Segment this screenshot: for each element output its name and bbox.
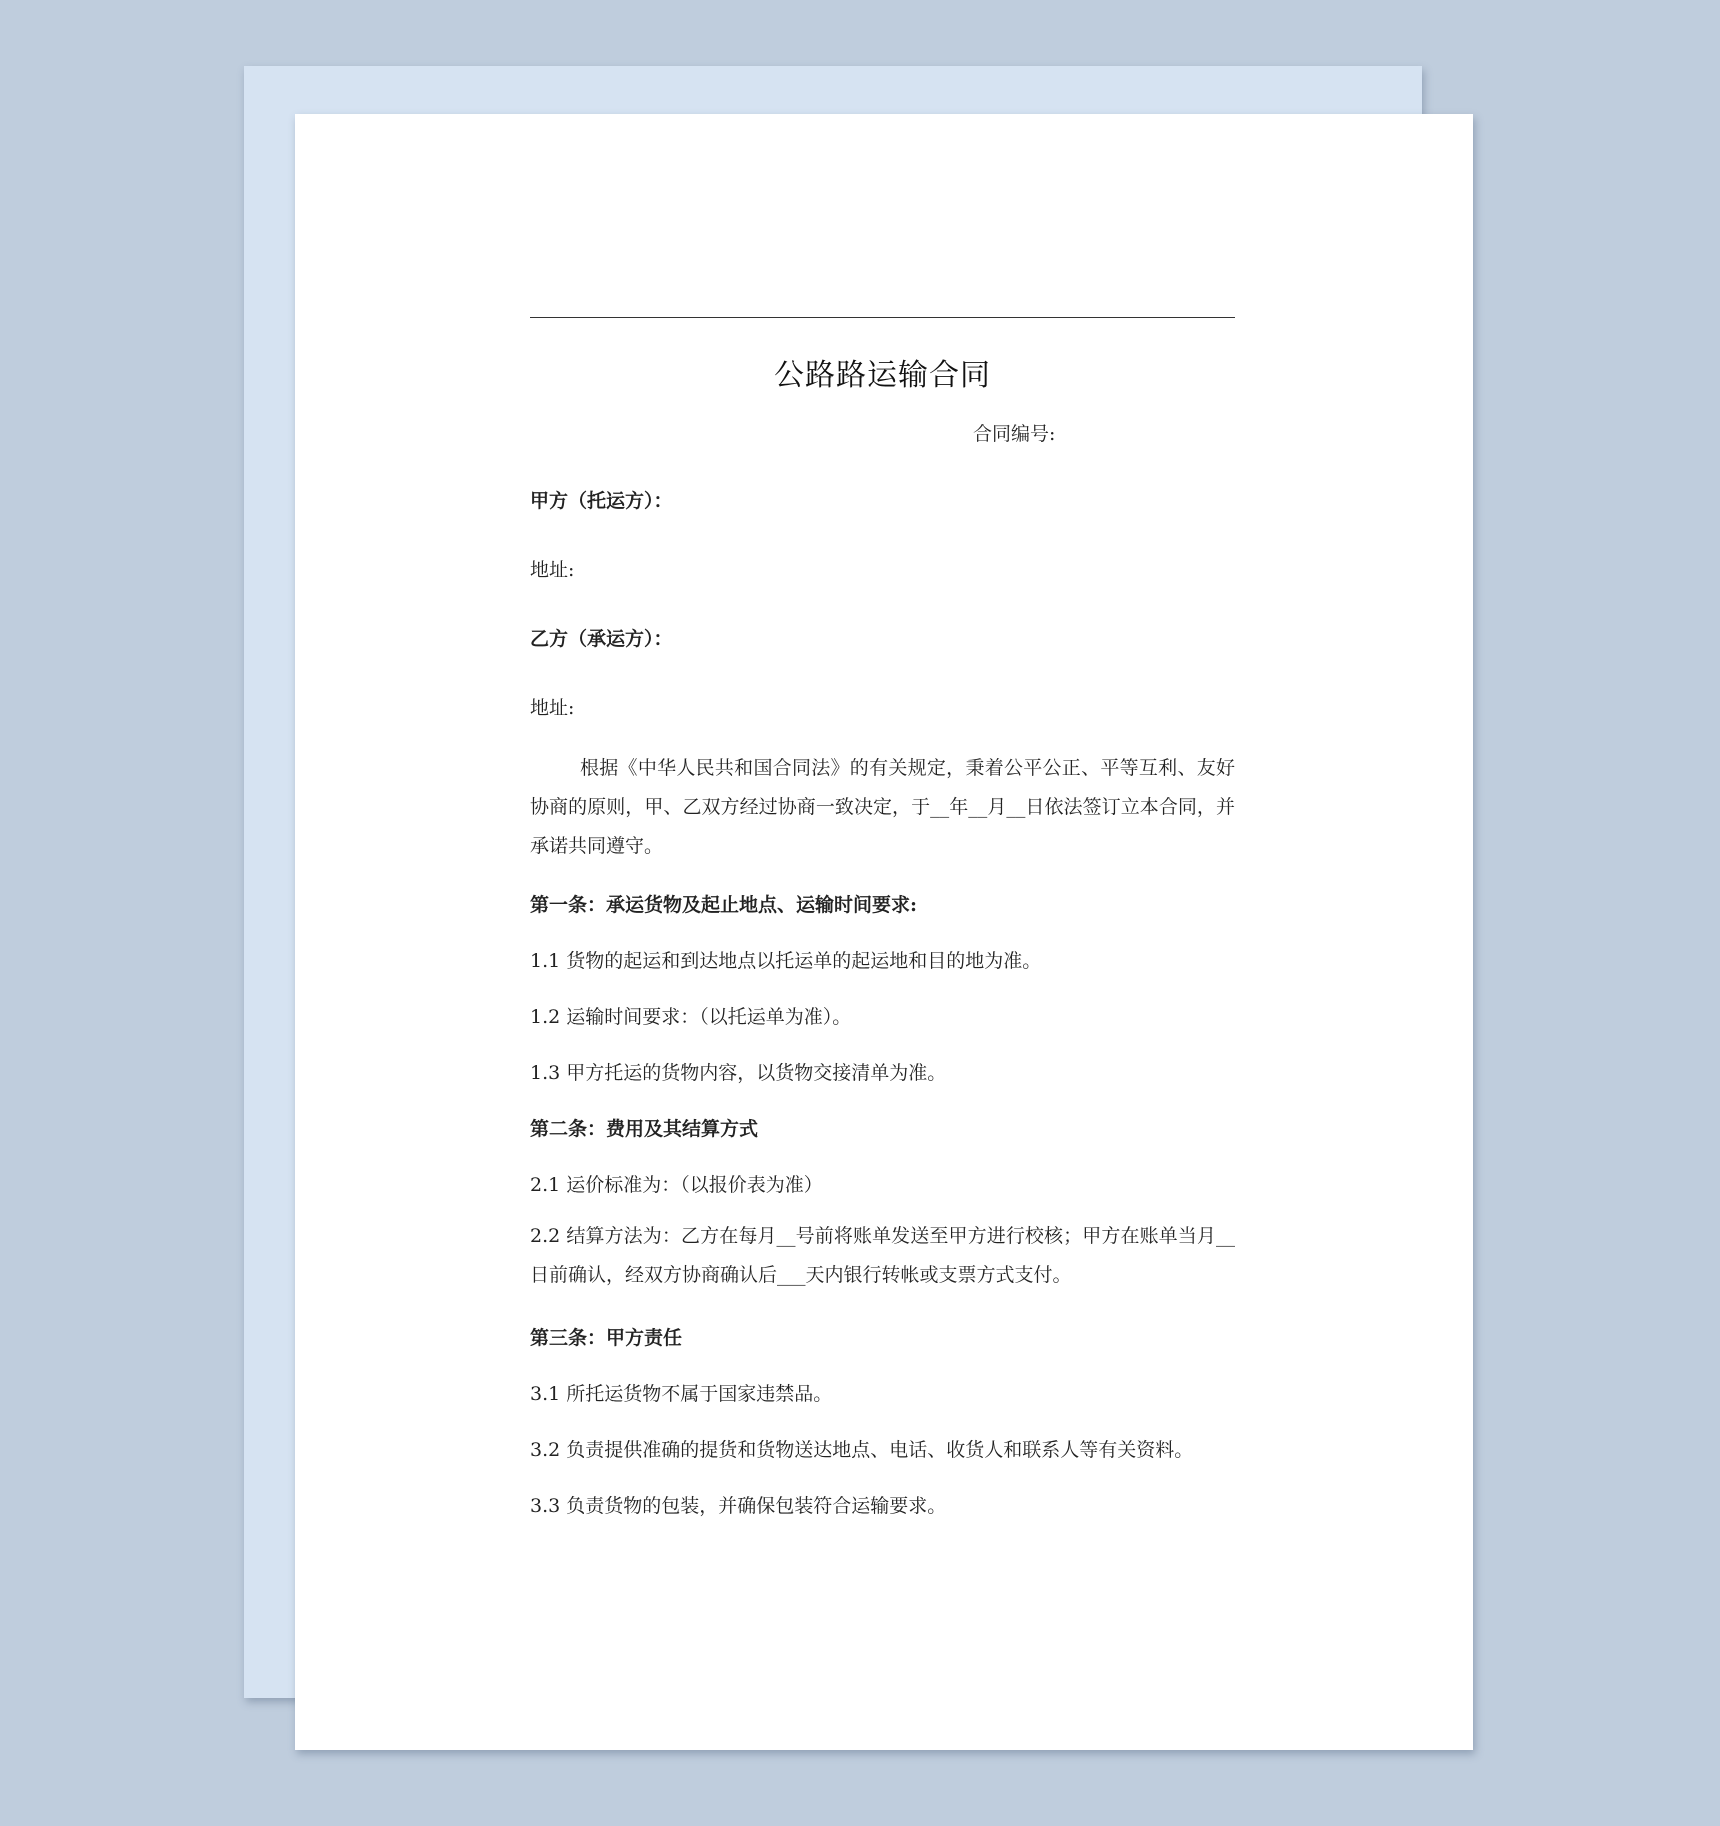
article-1-heading: 第一条：承运货物及起止地点、运输时间要求: xyxy=(530,894,918,916)
article-3-item-3: 3.3 负责货物的包装，并确保包装符合运输要求。 xyxy=(530,1495,947,1517)
article-2-item-1: 2.1 运价标准为：（以报价表为准） xyxy=(530,1174,823,1196)
article-1-item-3: 1.3 甲方托运的货物内容，以货物交接清单为准。 xyxy=(530,1062,947,1084)
article-2-heading: 第二条：费用及其结算方式 xyxy=(530,1118,759,1140)
article-1-item-2: 1.2 运输时间要求：（以托运单为准）。 xyxy=(530,1006,852,1028)
header-rule xyxy=(530,317,1235,318)
contract-number-label: 合同编号: xyxy=(973,423,1056,445)
party-b-label: 乙方（承运方）： xyxy=(530,628,673,650)
party-a-address-label: 地址: xyxy=(530,559,575,581)
article-2-item-2: 2.2 结算方法为：乙方在每月__号前将账单发送至甲方进行校核；甲方在账单当月__日前确认，经双方协商确认后___天内银行转帐或支票方式支付。 xyxy=(530,1225,1235,1286)
party-a-label: 甲方（托运方）： xyxy=(530,490,673,512)
document-title: 公路路运输合同 xyxy=(774,358,991,393)
article-3-item-2: 3.2 负责提供准确的提货和货物送达地点、电话、收货人和联系人等有关资料。 xyxy=(530,1439,1194,1461)
preamble-paragraph: 根据《中华人民共和国合同法》的有关规定，秉着公平公正、平等互利、友好协商的原则，甲、乙双方经过协商一致决定，于__年__月__日依法签订立本合同，并承诺共同遵守。 xyxy=(530,757,1235,857)
article-3-item-1: 3.1 所托运货物不属于国家违禁品。 xyxy=(530,1383,833,1405)
party-b-address-label: 地址: xyxy=(530,697,575,719)
article-3-heading: 第三条：甲方责任 xyxy=(530,1327,683,1349)
article-1-item-1: 1.1 货物的起运和到达地点以托运单的起运地和目的地为准。 xyxy=(530,950,1042,972)
document-page xyxy=(295,114,1473,1750)
